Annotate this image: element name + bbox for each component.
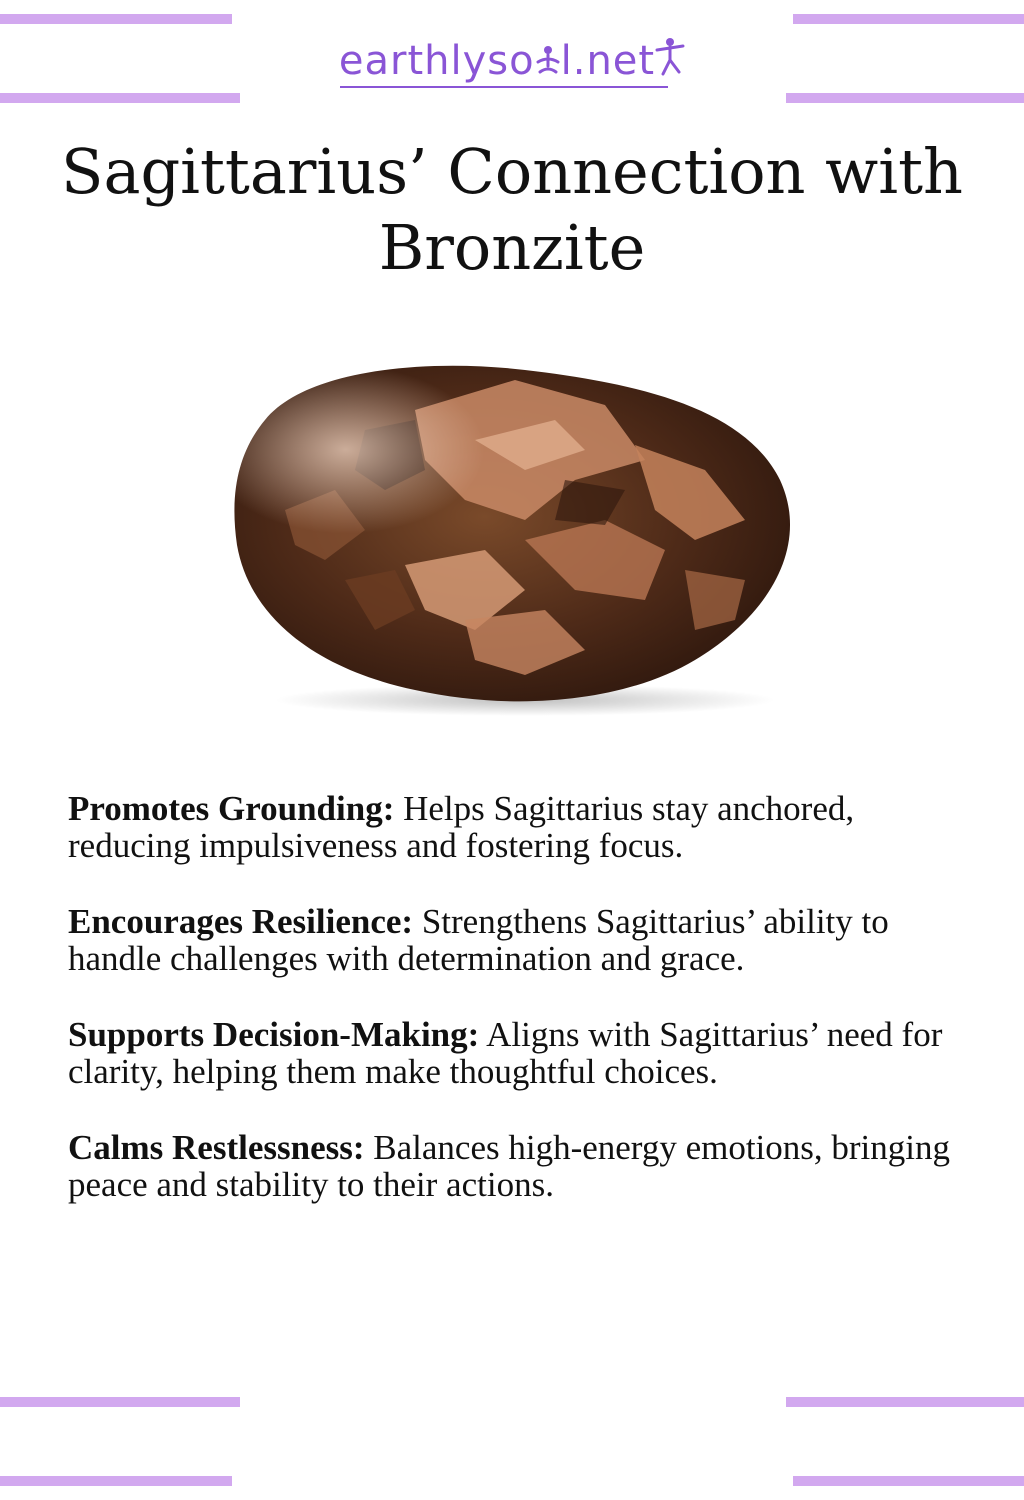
list-item (68, 1016, 958, 1090)
top-right-bar-lower (786, 93, 1024, 103)
list-item (68, 790, 958, 864)
bottom-right-bar-lower (793, 1476, 1024, 1486)
list-item (68, 1129, 958, 1203)
bottom-left-bar-upper (0, 1397, 240, 1407)
list-item-text: Balances high-energy emotions, bringing peace and stability to their actions. (68, 1128, 950, 1204)
list-item-text: Aligns with Sagittarius’ need for clarity, helping them make thoughtful choices. (68, 1015, 943, 1091)
list-item-text: Helps Sagittarius stay anchored, reducing impulsiveness and fostering focus. (68, 789, 855, 865)
bronzite-stone-image (225, 350, 800, 720)
list-item-heading: Promotes Grounding: (68, 789, 395, 828)
bottom-left-bar-lower (0, 1476, 232, 1486)
page-title-line2: Bronzite (378, 211, 646, 284)
top-left-bar-upper (0, 14, 232, 24)
dancer-figure-icon (655, 34, 685, 88)
logo-text-suffix: l.net (560, 38, 656, 84)
list-item-heading: Calms Restlessness: (68, 1128, 365, 1167)
logo-text-prefix: earthlyso (338, 38, 535, 84)
page-title (10, 134, 1014, 286)
list-item-text: Strengthens Sagittarius’ ability to handle challenges with determination and grace. (68, 902, 889, 978)
list-item-heading: Supports Decision-Making: (68, 1015, 480, 1054)
top-left-bar-lower (0, 93, 240, 103)
site-logo[interactable] (0, 34, 1024, 88)
page-title-line1: Sagittarius’ Connection with (61, 135, 963, 208)
list-item-heading: Encourages Resilience: (68, 902, 414, 941)
bottom-right-bar-upper (786, 1397, 1024, 1407)
meditating-figure-icon (535, 34, 561, 88)
top-right-bar-upper (793, 14, 1024, 24)
list-item (68, 903, 958, 977)
logo-underline (340, 86, 668, 88)
bronzite-benefits-list (68, 790, 958, 1242)
